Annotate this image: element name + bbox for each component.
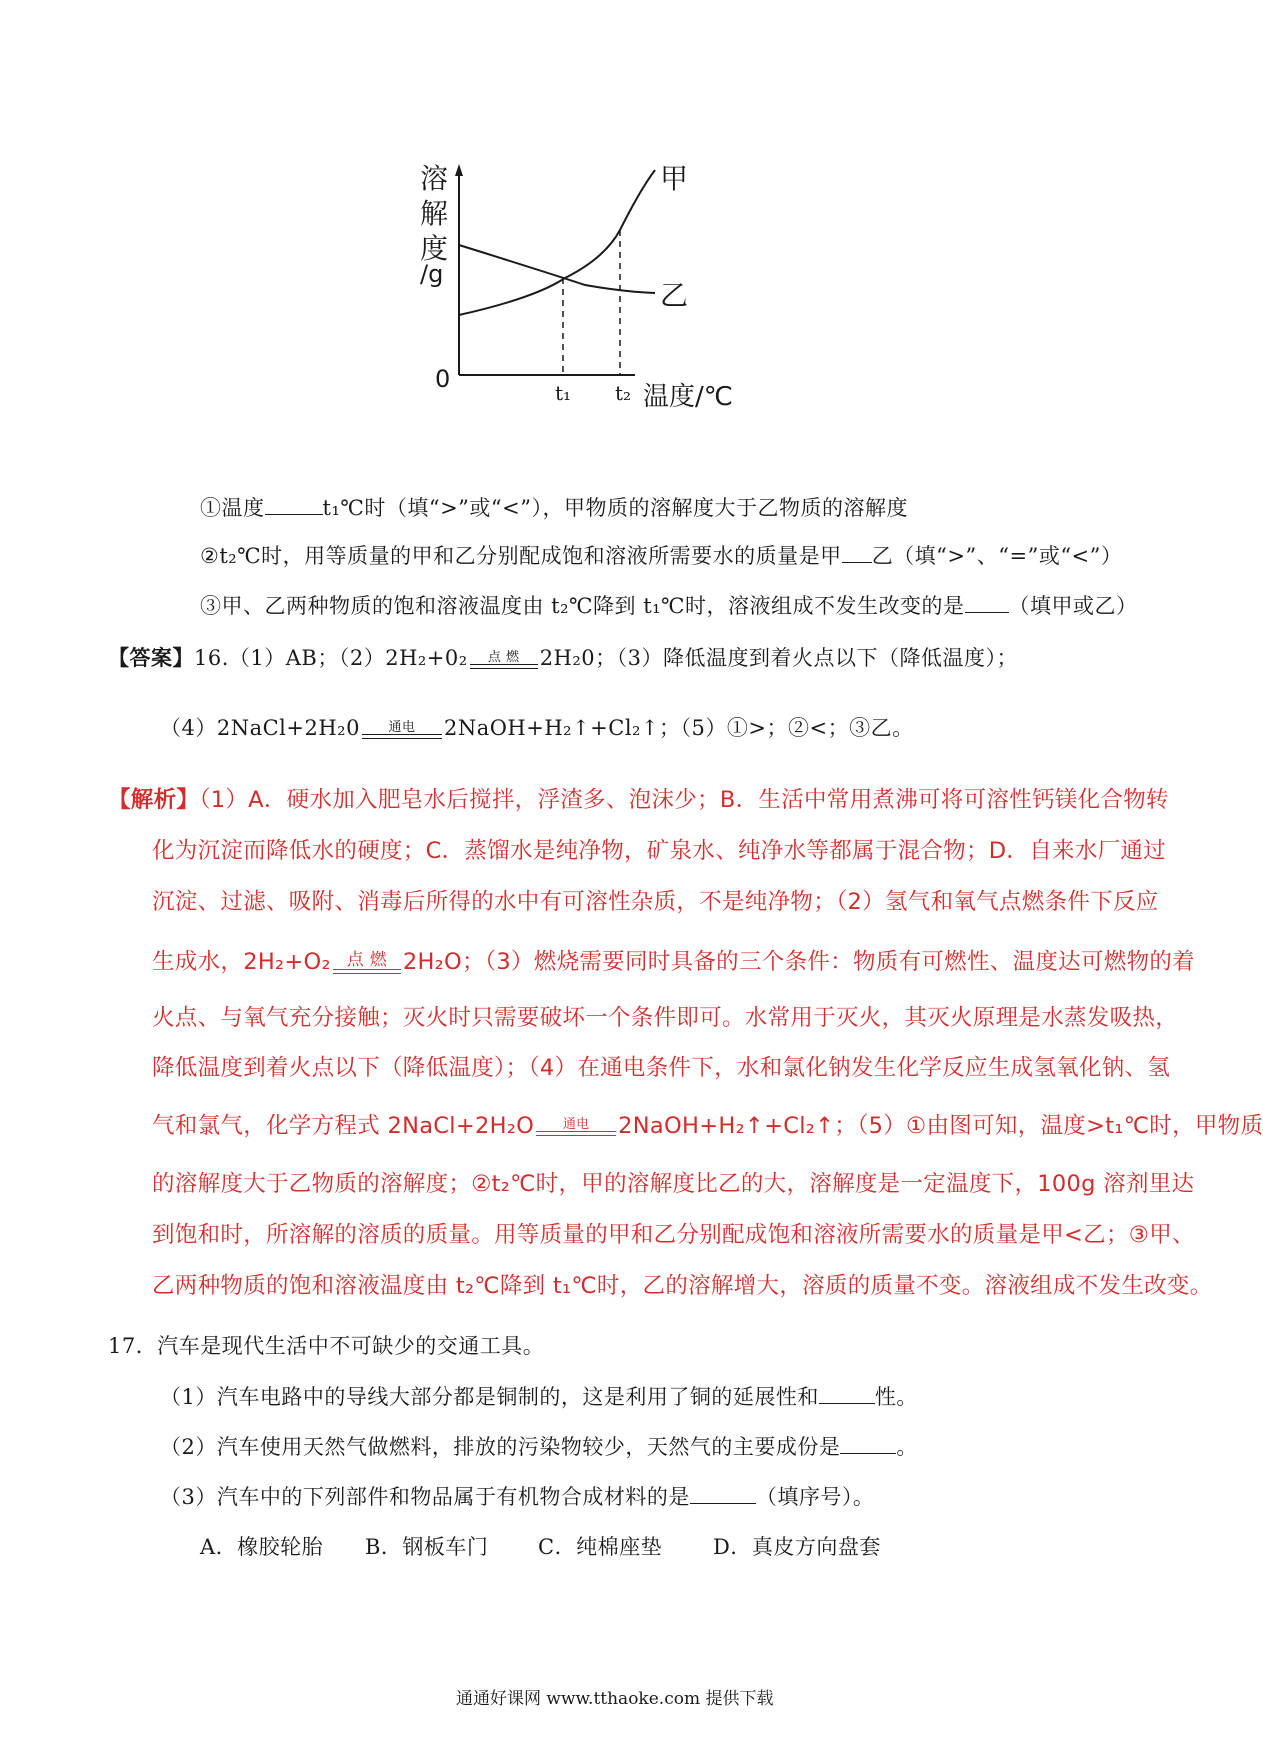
q17-part-2 xyxy=(160,1431,918,1461)
analysis-line-2: 化为沉淀而降低水的硬度；C．蒸馏水是纯净物，矿泉水、纯净水等都属于混合物；D．自来水厂通过 xyxy=(152,838,1167,864)
q17-part-2-text-b: 。 xyxy=(896,1435,918,1459)
y-axis-label-4: /g xyxy=(420,260,444,288)
answer-blank xyxy=(690,1484,756,1504)
answer-tag: 【答案】 xyxy=(108,645,194,670)
y-axis-label-3: 度 xyxy=(420,232,449,265)
analysis-tag: 【解析】 xyxy=(108,787,200,813)
reaction-arrow xyxy=(536,1118,616,1136)
page-footer: 通通好课网 www.tthaoke.com 提供下载 xyxy=(456,1689,774,1709)
q17-part-3 xyxy=(160,1481,874,1511)
reaction-arrow xyxy=(362,721,442,739)
q17-part-3-text-a: （3）汽车中的下列部件和物品属于有机物合成材料的是 xyxy=(160,1485,690,1509)
analysis-line-9: 到饱和时，所溶解的溶质的质量。用等质量的甲和乙分别配成饱和溶液所需要水的质量是甲<乙；③甲、 xyxy=(152,1222,1195,1248)
analysis-line-6: 降低温度到着火点以下（降低温度）；（4）在通电条件下，水和氯化钠发生化学反应生成氢氧化钠、氢 xyxy=(152,1055,1171,1081)
curve-jia-label: 甲 xyxy=(660,162,689,195)
answer-blank xyxy=(840,1434,896,1454)
reaction-condition: 点 燃 xyxy=(346,950,387,970)
answer-text: 2NaOH+H₂↑+Cl₂↑；（5）①>；②<；③乙。 xyxy=(443,716,914,740)
answer-blank xyxy=(819,1384,875,1404)
curve-yi xyxy=(459,245,655,293)
y-axis-label-1: 溶 xyxy=(420,162,449,195)
q17-stem: 17．汽车是现代生活中不可缺少的交通工具。 xyxy=(108,1334,545,1358)
question-2 xyxy=(200,540,1122,570)
answer-blank xyxy=(265,495,323,515)
analysis-text: 气和氯气，化学方程式 2NaCl+2H₂O xyxy=(152,1113,535,1139)
reaction-arrow xyxy=(333,951,401,974)
question-3 xyxy=(200,590,1138,620)
t1-label: t₁ xyxy=(555,381,572,405)
reaction-condition: 点 燃 xyxy=(487,649,520,665)
analysis-line-5: 火点、与氧气充分接触；灭火时只需要破坏一个条件即可。水常用于灭火，其灭火原理是水蒸发吸热， xyxy=(152,1005,1179,1031)
curve-yi-label: 乙 xyxy=(660,279,689,312)
q17-option-a: A．橡胶轮胎 xyxy=(200,1535,324,1559)
question-2-text-b: 乙（填“>”、“=”或“<”） xyxy=(871,544,1123,568)
q17-part-1-text-b: 性。 xyxy=(874,1385,918,1409)
question-1-text-b: t₁℃时（填“>”或“<”），甲物质的溶解度大于乙物质的溶解度 xyxy=(322,496,908,520)
answer-text: 2H₂0；（3）降低温度到着火点以下（降低温度）； xyxy=(539,646,1019,670)
analysis-line-1 xyxy=(108,782,1169,814)
question-3-text-a: ③甲、乙两种物质的饱和溶液温度由 t₂℃降到 t₁℃时，溶液组成不发生改变的是 xyxy=(200,594,965,618)
reaction-arrow xyxy=(470,651,538,669)
y-axis-arrow xyxy=(455,164,463,176)
reaction-condition: 通电 xyxy=(562,1116,590,1132)
q17-option-b: B．钢板车门 xyxy=(365,1535,489,1559)
analysis-text: 2NaOH+H₂↑+Cl₂↑；（5）①由图可知，温度>t₁℃时，甲物质 xyxy=(618,1113,1263,1139)
q17-option-c: C．纯棉座垫 xyxy=(538,1535,663,1559)
answer-line-1 xyxy=(108,642,1018,672)
analysis-line-7 xyxy=(152,1108,1263,1140)
q17-part-3-text-b: （填序号）。 xyxy=(755,1485,875,1509)
analysis-line-4 xyxy=(152,944,1195,976)
y-axis-label-2: 解 xyxy=(420,197,449,230)
q17-part-1-text-a: （1）汽车电路中的导线大部分都是铜制的，这是利用了铜的延展性和 xyxy=(160,1385,819,1409)
analysis-text: 2H₂O；（3）燃烧需要同时具备的三个条件：物质有可燃性、温度达可燃物的着 xyxy=(402,949,1195,975)
reaction-condition: 通电 xyxy=(388,719,416,735)
question-2-text-a: ②t₂℃时，用等质量的甲和乙分别配成饱和溶液所需要水的质量是甲 xyxy=(200,544,842,568)
analysis-line-3: 沉淀、过滤、吸附、消毒后所得的水中有可溶性杂质，不是纯净物；（2）氢气和氧气点燃条件下反应 xyxy=(152,889,1159,915)
x-axis-label: 温度/℃ xyxy=(643,382,733,412)
q17-option-d: D．真皮方向盘套 xyxy=(713,1535,881,1559)
answer-line-2 xyxy=(160,712,914,742)
answer-blank xyxy=(965,593,1009,613)
q17-part-2-text-a: （2）汽车使用天然气做燃料，排放的污染物较少，天然气的主要成份是 xyxy=(160,1435,841,1459)
t2-label: t₂ xyxy=(615,381,632,405)
origin-label: 0 xyxy=(435,365,451,393)
analysis-text: 生成水，2H₂+O₂ xyxy=(152,949,331,975)
answer-text: 16.（1）AB；（2）2H₂+0₂ xyxy=(194,646,468,670)
q17-part-1 xyxy=(160,1381,918,1411)
analysis-line-10: 乙两种物质的饱和溶液温度由 t₂℃降到 t₁℃时，乙的溶解增大，溶质的质量不变。溶液组成不发生改变。 xyxy=(152,1273,1213,1299)
analysis-line-8: 的溶解度大于乙物质的溶解度；②t₂℃时，甲的溶解度比乙的大，溶解度是一定温度下，100g 溶剂里达 xyxy=(152,1171,1195,1197)
answer-text: （4）2NaCl+2H₂0 xyxy=(160,716,360,740)
question-1 xyxy=(200,492,908,522)
question-1-text-a: ①温度 xyxy=(200,496,265,520)
analysis-text: （1）A．硬水加入肥皂水后搅拌，浮渣多、泡沫少；B．生活中常用煮沸可将可溶性钙镁化合物转 xyxy=(199,787,1169,813)
question-3-text-b: （填甲或乙） xyxy=(1008,594,1138,618)
curve-jia xyxy=(459,170,655,315)
answer-blank xyxy=(842,543,872,563)
solubility-graph xyxy=(420,150,795,420)
